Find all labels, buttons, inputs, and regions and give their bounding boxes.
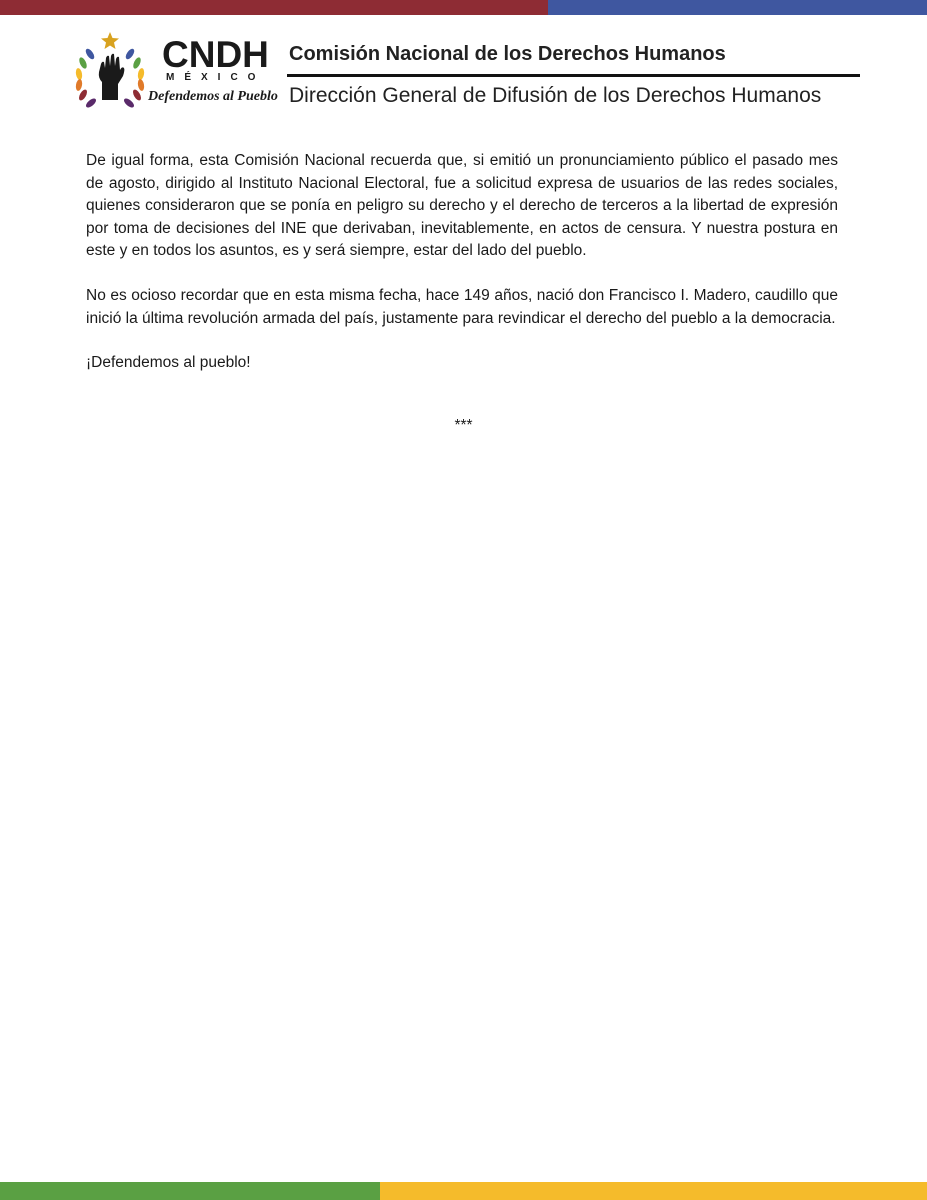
cndh-logo bbox=[68, 30, 278, 115]
logo-country: MÉXICO bbox=[166, 72, 266, 83]
document-body bbox=[86, 150, 838, 375]
closing-slogan: ¡Defendemos al pueblo! bbox=[86, 354, 251, 372]
header-divider bbox=[287, 74, 860, 77]
logo-acronym: CNDH bbox=[162, 34, 269, 75]
top-bar-blue-segment bbox=[548, 0, 927, 15]
body-paragraph-1: De igual forma, esta Comisión Nacional recuerda que, si emitió un pronunciamiento público el pasado mes de agosto, dirigido al Instituto Nacional Electoral, fue a solicitud expresa de usuarios de las redes sociales, quienes consideraron que se ponía en peligro su derecho y el derecho de terceros a la libertad de expresión por toma de decisiones del INE que derivaban, inevitablemente, en actos de censura. Y nuestra postura en este y en todos los asuntos, es y será siempre, estar del lado del pueblo. bbox=[86, 152, 838, 260]
top-bar-red-segment bbox=[0, 0, 548, 15]
section-separator: *** bbox=[454, 417, 473, 434]
body-paragraph-2: No es ocioso recordar que en esta misma fecha, hace 149 años, nació don Francisco I. Madero, caudillo que inició la última revolución armada del país, justamente para revindicar el derecho del pueblo a la democracia. bbox=[86, 286, 838, 327]
bottom-bar-green-segment bbox=[0, 1182, 380, 1200]
top-color-bar bbox=[0, 0, 927, 15]
header-subtitle: Dirección General de Difusión de los Derechos Humanos bbox=[289, 84, 822, 107]
bottom-bar-yellow-segment bbox=[380, 1182, 927, 1200]
bottom-color-bar bbox=[0, 1182, 927, 1200]
header-title: Comisión Nacional de los Derechos Humanos bbox=[289, 43, 726, 65]
logo-slogan: Defendemos al Pueblo bbox=[148, 89, 278, 104]
